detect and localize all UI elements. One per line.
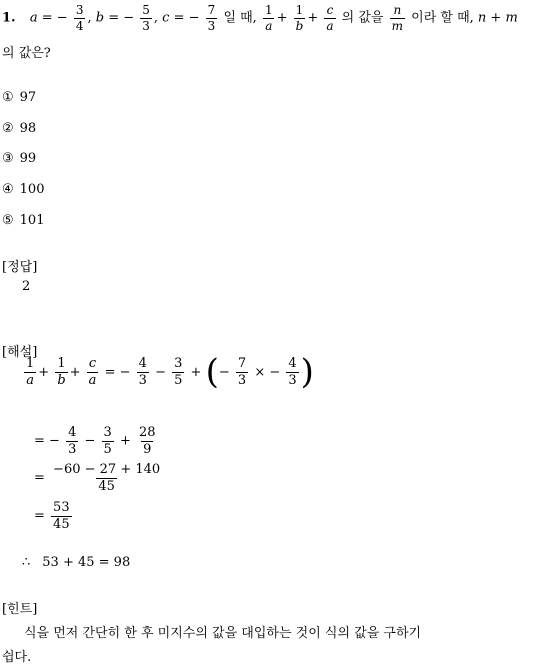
result-fraction bbox=[390, 4, 405, 32]
choice-marker-5: ⑤ bbox=[2, 213, 14, 228]
expr-term2-den: b bbox=[295, 18, 304, 33]
sol2-frac3-num: 28 bbox=[139, 425, 156, 440]
fraction-a bbox=[74, 4, 86, 32]
sol1-frac3-num: 7 bbox=[237, 356, 247, 372]
sol1-frac2-den: 5 bbox=[174, 372, 183, 388]
sol2-frac2-num: 3 bbox=[103, 425, 112, 440]
solution-line1: $\frac{1}{a}$ + $\frac{1}{b}$ + $\frac{c}{a}$ = − $\frac{4}{3}$ − $\frac{3}{5}$ + (− $\frac{7}{3}$ × − $\frac{4}{3}$ ) bbox=[26, 352, 314, 392]
answer-value: 2 bbox=[22, 279, 31, 294]
sol2-eq: = − bbox=[34, 433, 60, 449]
sol1-frac4-den: 3 bbox=[288, 372, 297, 388]
choice-value-3: 99 bbox=[19, 151, 37, 166]
sol1-frac4 bbox=[286, 357, 298, 387]
sol3-frac bbox=[51, 463, 162, 493]
problem-text-value: 의 값을 bbox=[341, 10, 384, 26]
eq-b: = − bbox=[108, 10, 135, 26]
sol1-frac1-num: 4 bbox=[138, 356, 147, 372]
eq-c: = − bbox=[173, 10, 200, 26]
expr-term2-num: 1 bbox=[295, 3, 304, 17]
expr-term1 bbox=[263, 4, 275, 32]
sol2-frac2 bbox=[102, 426, 114, 456]
problem-statement-line1: 1. a = − $\frac{3}{4}$ , b = − $\frac{5}{3}$ , c = − $\frac{7}{3}$ 일 때, $\frac{1}{a}$ + $\frac{1}{b}$ + $\frac{c}{a}$ 의 값을 $\frac{n}{m}$ 이라 할 때, n + m bbox=[2, 3, 518, 33]
expr-term3-num: c bbox=[326, 3, 334, 17]
eq-a: = − bbox=[41, 10, 68, 26]
fraction-c-den: 3 bbox=[207, 18, 216, 33]
sol3-eq: = bbox=[34, 470, 45, 486]
sol2-minus: − bbox=[84, 433, 96, 449]
solution-line3 bbox=[34, 463, 164, 493]
sol2-frac3 bbox=[137, 426, 158, 456]
sol4-eq: = bbox=[34, 508, 45, 524]
choice-marker-2: ② bbox=[2, 121, 14, 136]
fraction-c-num: 7 bbox=[207, 3, 216, 17]
sol1-term3-den: a bbox=[88, 372, 97, 388]
therefore-symbol: ∴ bbox=[22, 555, 31, 570]
sol2-frac3-den: 9 bbox=[143, 441, 152, 457]
solution-line2 bbox=[34, 426, 160, 456]
sol1-frac2-num: 3 bbox=[174, 356, 183, 372]
sol1-term1-den: a bbox=[26, 372, 35, 388]
result-den: m bbox=[391, 18, 403, 33]
expr-term1-num: 1 bbox=[264, 3, 273, 17]
sol1-frac1 bbox=[137, 357, 149, 387]
hint-line2: 쉽다. bbox=[2, 650, 32, 665]
choice-value-1: 97 bbox=[19, 90, 37, 105]
sol2-plus: + bbox=[119, 433, 131, 449]
problem-number: 1. bbox=[2, 10, 16, 26]
sol2-frac2-den: 5 bbox=[103, 441, 112, 457]
sol1-minus: − bbox=[155, 364, 166, 380]
expr-term2 bbox=[294, 4, 306, 32]
solution-conclusion bbox=[22, 555, 130, 570]
result-num: n bbox=[393, 3, 402, 17]
hint-line1: 식을 먼저 간단히 한 후 미지수의 값을 대입하는 것이 식의 값을 구하기 bbox=[24, 626, 422, 641]
sol3-frac-num: −60 − 27 + 140 bbox=[53, 462, 161, 477]
sol2-frac1-num: 4 bbox=[68, 425, 77, 440]
expr-term3 bbox=[324, 4, 335, 32]
sol4-frac-num: 53 bbox=[53, 500, 70, 515]
sol1-frac1-den: 3 bbox=[138, 372, 147, 388]
fraction-b bbox=[140, 4, 152, 32]
sol1-plus: + bbox=[190, 364, 202, 380]
expr-term3-den: a bbox=[326, 18, 334, 33]
choice-value-2: 98 bbox=[19, 121, 37, 136]
problem-text-when: 일 때, bbox=[223, 10, 257, 26]
fraction-a-den: 4 bbox=[75, 18, 84, 33]
var-c: c bbox=[162, 10, 170, 26]
solution-label: [해설] bbox=[2, 345, 38, 360]
sol1-frac3 bbox=[236, 357, 248, 387]
sol1-term3 bbox=[87, 357, 99, 387]
sol1-left-paren: ( bbox=[205, 352, 219, 392]
sol1-eq: = − bbox=[104, 364, 131, 380]
sol1-frac2 bbox=[172, 357, 184, 387]
choice-marker-1: ① bbox=[2, 90, 14, 105]
hint-label: [힌트] bbox=[2, 602, 38, 617]
choice-2[interactable] bbox=[2, 121, 36, 136]
choice-4[interactable] bbox=[2, 182, 44, 197]
sol1-right-paren: ) bbox=[300, 352, 314, 392]
sol4-frac-den: 45 bbox=[53, 516, 70, 532]
answer-label: [정답] bbox=[2, 260, 38, 275]
sol1-term2-num: 1 bbox=[57, 356, 66, 372]
sol1-term1-num: 1 bbox=[26, 356, 35, 372]
sol1-term1 bbox=[24, 357, 36, 387]
problem-statement-line2: 의 값은? bbox=[2, 46, 51, 61]
choice-marker-3: ③ bbox=[2, 151, 14, 166]
sol1-times: × − bbox=[254, 364, 281, 380]
problem-text-let: 이라 할 때, bbox=[411, 10, 474, 26]
sol2-frac1 bbox=[66, 426, 78, 456]
choice-1[interactable] bbox=[2, 90, 36, 105]
choice-marker-4: ④ bbox=[2, 182, 14, 197]
sol1-term2-den: b bbox=[57, 372, 66, 388]
sol1-term2 bbox=[55, 357, 67, 387]
sol4-frac bbox=[51, 501, 72, 531]
sol3-frac-den: 45 bbox=[98, 478, 115, 494]
var-a: a bbox=[29, 10, 38, 26]
choice-value-5: 101 bbox=[19, 213, 45, 228]
expr-term1-den: a bbox=[265, 18, 273, 33]
sol1-frac3-den: 3 bbox=[237, 372, 247, 388]
fraction-b-den: 3 bbox=[142, 18, 150, 33]
fraction-c bbox=[206, 4, 218, 32]
sol2-frac1-den: 3 bbox=[68, 441, 77, 457]
fraction-a-num: 3 bbox=[75, 3, 84, 17]
sol1-term3-num: c bbox=[88, 356, 97, 372]
solution-line4 bbox=[34, 501, 74, 531]
tail-expr: n + m bbox=[477, 10, 518, 26]
choice-5[interactable] bbox=[2, 213, 44, 228]
var-b: b bbox=[95, 10, 105, 26]
sol1-frac4-num: 4 bbox=[288, 356, 297, 372]
choice-value-4: 100 bbox=[19, 182, 45, 197]
fraction-b-num: 5 bbox=[142, 3, 150, 17]
choice-3[interactable] bbox=[2, 151, 36, 166]
conclusion-expr: 53 + 45 = 98 bbox=[42, 555, 131, 570]
